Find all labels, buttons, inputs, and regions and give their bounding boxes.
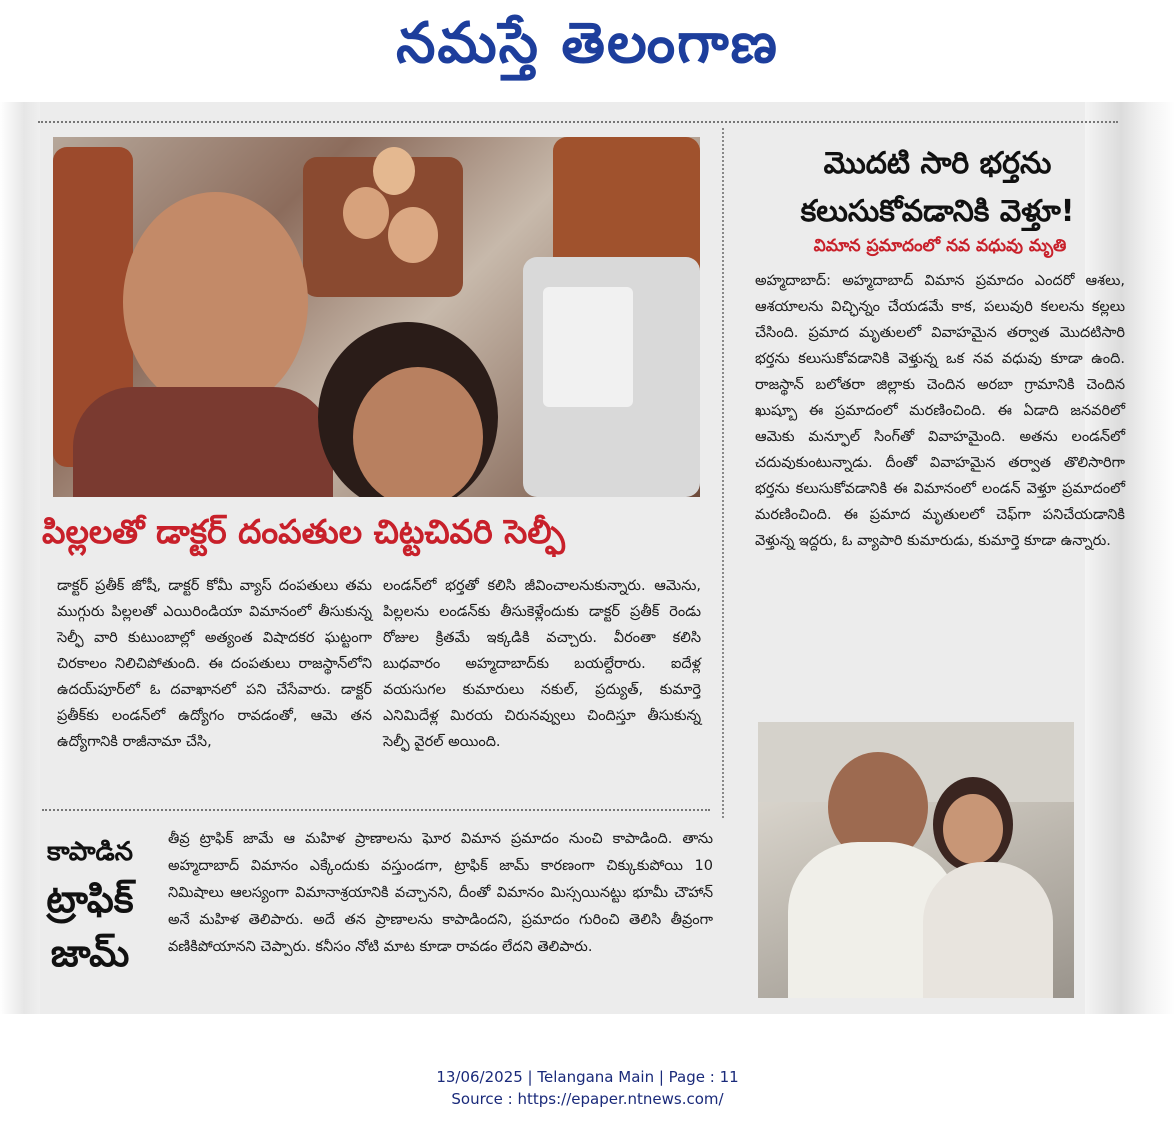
side-headline-line-2: కలుసుకోవడానికి వెళ్తూ! [800,194,1075,229]
side-story-text: అహ్మదాబాద్: అహ్మదాబాద్ విమాన ప్రమాదం ఎందరో ఆశలు, ఆశయాలను విచ్ఛిన్నం చేయడమే కాక, పలువురి కలలను కల్లలు చేసింది. ప్రమాద మృతులలో వివాహమైన తర్వాత మొదటిసారి భర్తను కలుసుకోవడానికి వెళ్తున్న ఒక నవ వధువు కూడా ఉంది. రాజస్థాన్ బలోతరా జిల్లాకు చెందిన అరబా గ్రామానికి చెందిన ఖుష్బూ ఈ ప్రమాదంలో మరణించింది. ఈ ఏడాది జనవరిలో ఆమెకు మన్ఫూల్ సింగ్‌తో వివాహమైంది. అతను లండన్‌లో చదువుకుంటున్నాడు. దీంతో వివాహమైన తర్వాత తొలిసారిగా భర్తను కలుసుకోవడానికి ఈ విమానంలో లండన్ వెళ్తూ ప్రమాదంలో మరణించింది. ఈ ప్రమాద మృతులలో చెఫ్‌గా పనిచేయడానికి వెళ్తున్న ఇద్దరు, ఓ వ్యాపారి కుమారుడు, కుమార్తె కూడా ఉన్నారు. [755,273,1125,549]
traffic-headline [20,832,160,980]
traffic-story-column [168,826,713,961]
couple-photo [758,722,1074,998]
masthead-title: నమస్తే తెలంగాణ [396,10,779,76]
top-divider [38,121,1118,123]
footer-source-link[interactable]: Source : https://epaper.ntnews.com/ [451,1090,724,1108]
main-story-text-1: డాక్టర్ ప్రతీక్ జోషీ, డాక్టర్ కోమీ వ్యాస్ దంపతులు తమ ముగ్గురు పిల్లలతో ఎయిరిండియా విమానంలో తీసుకున్న సెల్ఫీ వారి కుటుంబాల్లో అత్యంత విషాదకర ఘట్టంగా చిరకాలం నిలిచిపోతుంది. ఈ దంపతులు రాజస్థాన్‌లోని ఉదయ్‌పూర్‌లో ఓ దవాఖానలో పని చేసేవారు. డాక్టర్ ప్రతీక్‌కు లండన్‌లో ఉద్యోగం రావడంతో, ఆమె తన ఉద్యోగానికి రాజీనామా చేసి, [57,578,372,750]
traffic-divider [42,809,710,811]
side-story-column [755,268,1125,554]
selfie-photo [53,137,700,497]
side-subheadline: విమాన ప్రమాదంలో నవ వధువు మృతి [813,236,1067,256]
main-story-column-2 [383,573,701,755]
traffic-story-text: తీవ్ర ట్రాఫిక్ జామే ఆ మహిళ ప్రాణాలను ఘోర విమాన ప్రమాదం నుంచి కాపాడింది. తాను అహ్మదాబాద్ విమానం ఎక్కేందుకు వస్తుండగా, ట్రాఫిక్ జామ్ కారణంగా చిక్కుకుపోయి 10 నిమిషాలు ఆలస్యంగా విమానాశ్రయానికి వచ్చానని, దీంతో విమానం మిస్సయినట్టు భూమీ చౌహాన్ అనే మహిళ తెలిపారు. అదే తన ప్రాణాలను కాపాడిందని, ప్రమాదం గురించి తెలిసి తీవ్రంగా వణికిపోయానని చెప్పారు. కనీసం నోటి మాట కూడా రావడం లేదని తెలిపారు. [168,831,713,955]
main-story-text-2: లండన్‌లో భర్తతో కలిసి జీవించాలనుకున్నారు. ఆమెను, పిల్లలను లండన్‌కు తీసుకెళ్లేందుకు డాక్టర్ ప్రతీక్ రెండు రోజుల క్రితమే ఇక్కడికి వచ్చారు. వీరంతా కలిసి బుధవారం అహ్మదాబాద్‌కు బయల్దేరారు. ఐదేళ్ల వయసుగల కుమారులు నకుల్, ప్రద్యుత్, కుమార్తె ఎనిమిదేళ్ల మిరయ చిరునవ్వులు చిందిస్తూ తీసుకున్న సెల్ఫీ వైరల్ అయింది. [383,578,701,750]
footer-edition-info: 13/06/2025 | Telangana Main | Page : 11 [436,1068,739,1086]
side-headline-line-1: మొదటి సారి భర్తను [823,146,1052,181]
traffic-headline-line-3: జామ్ [50,931,130,975]
traffic-headline-line-2: ట్రాఫిక్ [46,877,134,921]
masthead [0,0,1175,100]
main-story-column-1 [57,573,372,755]
column-divider [722,128,724,818]
traffic-headline-line-1: కాపాడిన [46,837,134,867]
main-headline: పిల్లలతో డాక్టర్ దంపతుల చిట్టచివరి సెల్ఫీ [42,512,565,551]
